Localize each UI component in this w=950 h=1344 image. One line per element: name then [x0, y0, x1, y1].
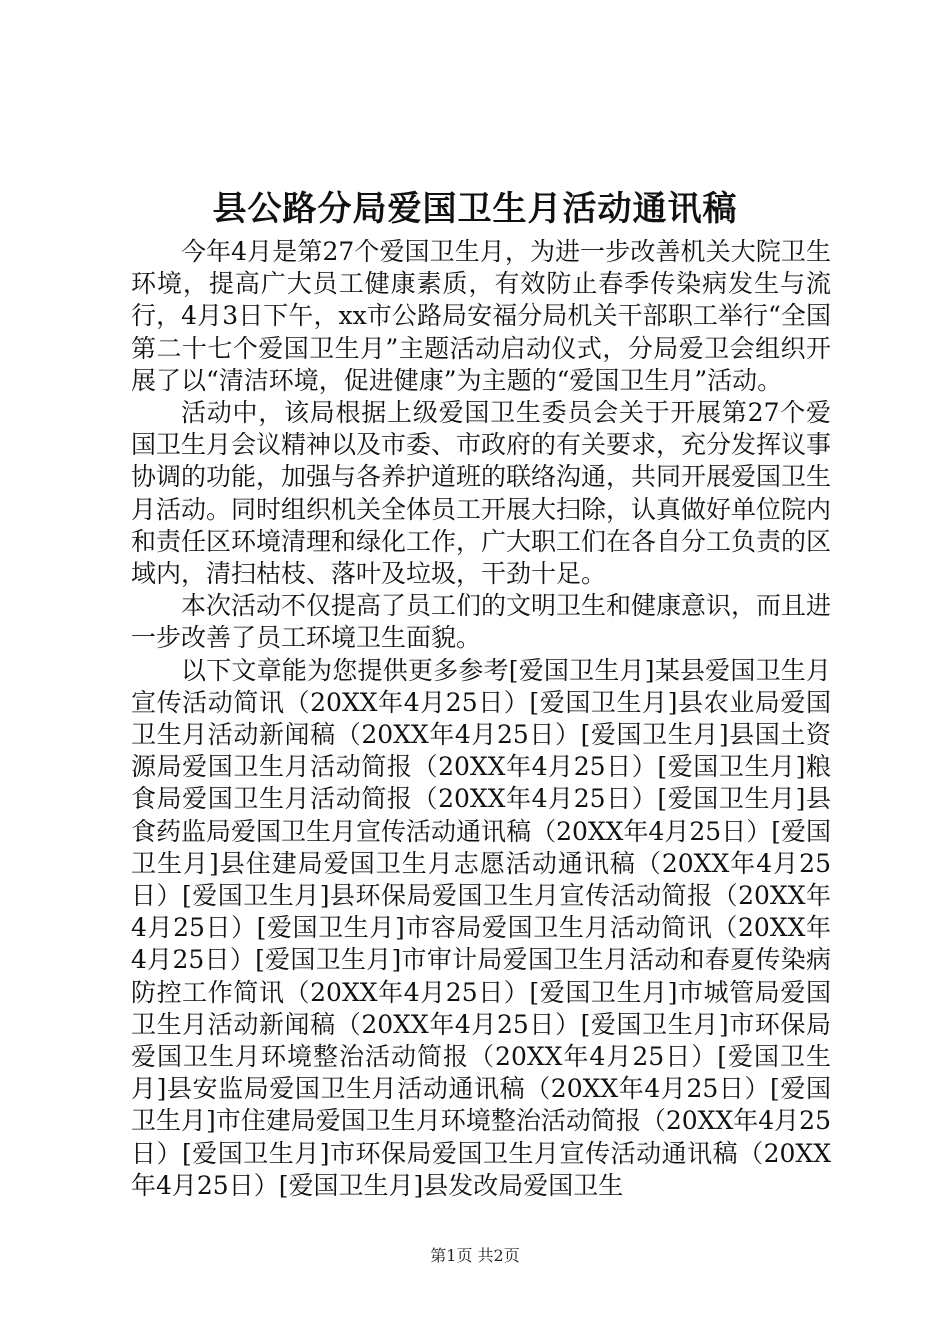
paragraph-related-articles: 以下文章能为您提供更多参考[爱国卫生月]某县爱国卫生月宣传活动简讯（20XX年4月25日）[爱国卫生月]县农业局爱国卫生月活动新闻稿（20XX年4月25日）[爱国卫生月]县国土资源局爱国卫生月活动简报（20XX年4月25日）[爱国卫生月]粮食局爱国卫生月活动简报（20XX年4月25日）[爱国卫生月]县食药监局爱国卫生月宣传活动通讯稿（20XX年4月25日）[爱国卫生月]县住建局爱国卫生月志愿活动通讯稿（20XX年4月25日）[爱国卫生月]县环保局爱国卫生月宣传活动简报（20XX年4月25日）[爱国卫生月]市容局爱国卫生月活动简讯（20XX年4月25日）[爱国卫生月]市审计局爱国卫生月活动和春夏传染病防控工作简讯（20XX年4月25日）[爱国卫生月]市城管局爱国卫生月活动新闻稿（20XX年4月25日）[爱国卫生月]市环保局爱国卫生月环境整治活动简报（20XX年4月25日）[爱国卫生月]县安监局爱国卫生月活动通讯稿（20XX年4月25日）[爱国卫生月]市住建局爱国卫生月环境整治活动简报（20XX年4月25日）[爱国卫生月]市环保局爱国卫生月宣传活动通讯稿（20XX年4月25日）[爱国卫生月]县发改局爱国卫生: [131, 655, 831, 1200]
paragraph-summary: 本次活动不仅提高了员工们的文明卫生和健康意识，而且进一步改善了员工环境卫生面貌。: [131, 591, 832, 653]
paragraph-activity: 活动中，该局根据上级爱国卫生委员会关于开展第27个爱国卫生月会议精神以及市委、市政府的有关要求，充分发挥议事协调的功能，加强与各养护道班的联络沟通，共同开展爱国卫生月活动。同时组织机关全体员工开展大扫除，认真做好单位院内和责任区环境清理和绿化工作，广大职工们在各自分工负责的区域内，清扫枯枝、落叶及垃圾，干劲十足。: [131, 398, 832, 589]
document-title: 县公路分局爱国卫生月活动通讯稿: [212, 189, 738, 229]
page-number-footer: 第1页 共2页: [430, 1246, 520, 1265]
paragraph-intro: 今年4月是第27个爱国卫生月，为进一步改善机关大院卫生环境，提高广大员工健康素质，有效防止春季传染病发生与流行，4月3日下午，xx市公路局安福分局机关干部职工举行“全国第二十七个爱国卫生月”主题活动启动仪式，分局爱卫会组织开展了以“清洁环境，促进健康”为主题的“爱国卫生月”活动。: [131, 237, 831, 395]
document-body: [131, 236, 831, 1202]
